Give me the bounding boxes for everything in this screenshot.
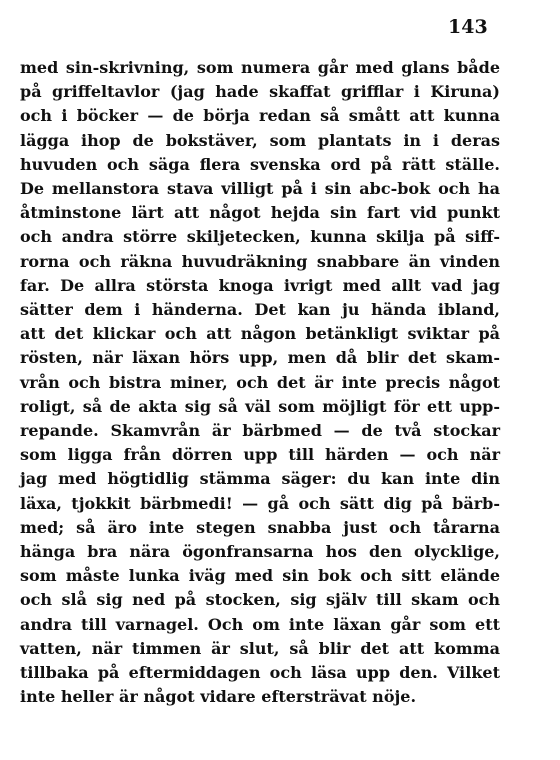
text-line: roligt, så de akta sig så väl som möjligt för ett upp- bbox=[20, 396, 500, 416]
text-line: och slå sig ned på stocken, sig själv till skam och bbox=[20, 590, 500, 610]
text-line: som ligga från dörren upp till härden — och när bbox=[20, 445, 500, 465]
text-line: åtminstone lärt att något hejda sin fart vid punkt bbox=[20, 203, 500, 223]
page-number: 143 bbox=[448, 16, 488, 38]
text-line: De mellanstora stava villigt på i sin abc-bok och ha bbox=[20, 179, 500, 199]
text-line: tillbaka på eftermiddagen och läsa upp den. Vilket bbox=[20, 663, 500, 683]
text-line: med; så äro inte stegen snabba just och tårarna bbox=[20, 517, 500, 537]
text-line: repande. Skamvrån är bärbmed — de två stockar bbox=[20, 421, 500, 441]
text-line: som måste lunka iväg med sin bok och sitt elände bbox=[20, 566, 500, 586]
text-line: med sin-skrivning, som numera går med glans både bbox=[20, 58, 500, 77]
text-line: jag med högtidlig stämma säger: du kan inte din bbox=[20, 469, 500, 489]
text-line: andra till varnagel. Och om inte läxan går som ett bbox=[20, 614, 500, 634]
text-line: vrån och bistra miner, och det är inte precis något bbox=[20, 372, 500, 392]
text-line: sätter dem i händerna. Det kan ju hända ibland, bbox=[20, 300, 500, 320]
text-line: rorna och räkna huvudräkning snabbare än vinden bbox=[20, 251, 500, 271]
text-line: att det klickar och att någon betänkligt sviktar på bbox=[20, 324, 500, 344]
text-line: hänga bra nära ögonfransarna hos den olycklige, bbox=[20, 542, 500, 562]
text-line: och andra större skiljetecken, kunna skilja på siff- bbox=[20, 227, 500, 247]
text-line: läxa, tjokkit bärbmedi! — gå och sätt dig på bärb- bbox=[20, 493, 500, 513]
body-text bbox=[20, 56, 500, 709]
text-line: lägga ihop de bokstäver, som plantats in i deras bbox=[20, 130, 500, 150]
text-line: huvuden och säga flera svenska ord på rätt ställe. bbox=[20, 154, 500, 174]
text-line: vatten, när timmen är slut, så blir det att komma bbox=[20, 638, 500, 658]
text-line: på griffeltavlor (jag hade skaffat grifflar i Kiruna) bbox=[20, 82, 500, 102]
text-line: och i böcker — de börja redan så smått att kunna bbox=[20, 106, 500, 126]
text-line: far. De allra största knoga ivrigt med allt vad jag bbox=[20, 275, 500, 295]
text-line: rösten, när läxan hörs upp, men då blir det skam- bbox=[20, 348, 500, 368]
text-line: inte heller är något vidare eftersträvat nöje. bbox=[20, 687, 417, 707]
